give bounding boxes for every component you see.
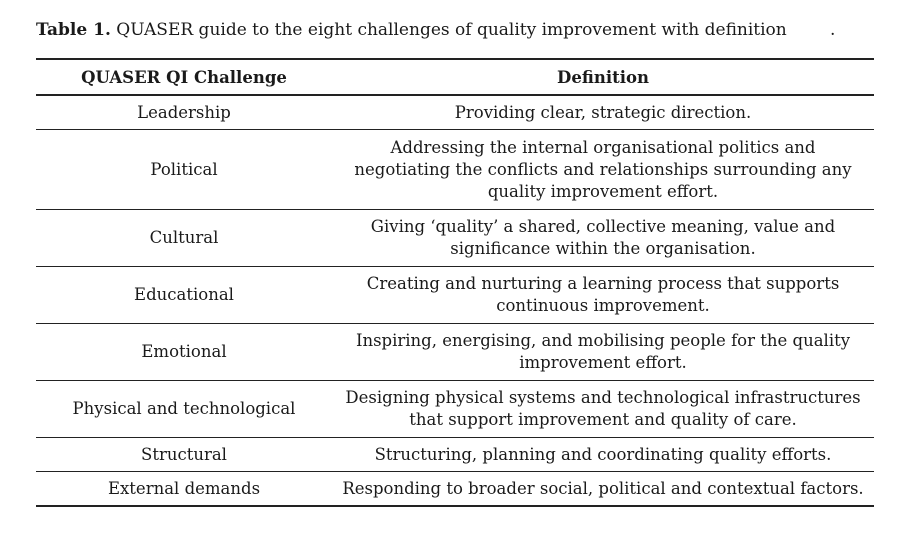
header-definition: Definition <box>557 67 649 87</box>
caption-text: QUASER guide to the eight challenges of quality improvement with definition <box>110 20 787 40</box>
definition-text: Structuring, planning and coordinating quality efforts. <box>374 444 832 464</box>
definition-text: Addressing the internal organisational politics and negotiating the conflicts and relationships surrounding any quality improvement effort. <box>354 137 852 201</box>
cell-definition <box>332 472 874 507</box>
cell-definition <box>332 438 874 472</box>
cell-challenge: Emotional <box>141 342 227 361</box>
cell-challenge: Structural <box>141 444 227 464</box>
cell-definition <box>332 95 874 130</box>
quaser-challenges-table <box>36 58 874 507</box>
table-row <box>36 381 874 438</box>
table-caption <box>36 18 886 42</box>
definition-text: Designing physical systems and technological infrastructures that support improvement and quality of care. <box>345 388 861 429</box>
table-header-row <box>36 59 874 95</box>
caption-label: Table 1. <box>36 20 111 40</box>
definition-text: Providing clear, strategic direction. <box>454 102 752 122</box>
cell-definition <box>332 267 874 324</box>
definition-text: Inspiring, energising, and mobilising people for the quality improvement effort. <box>355 331 851 372</box>
cell-challenge: Physical and technological <box>72 399 296 418</box>
table-row <box>36 438 874 472</box>
table-row <box>36 324 874 381</box>
cell-challenge: Cultural <box>149 228 219 247</box>
cell-challenge: Political <box>150 159 218 179</box>
table-row <box>36 267 874 324</box>
header-challenge: QUASER QI Challenge <box>81 67 287 87</box>
cell-definition <box>332 210 874 267</box>
caption-trailing-mark: . <box>830 20 836 40</box>
definition-text: Responding to broader social, political and contextual factors. <box>342 478 864 498</box>
cell-challenge: External demands <box>107 478 261 498</box>
definition-text: Giving ‘quality’ a shared, collective meaning, value and significance within the organisation. <box>370 217 836 258</box>
cell-definition <box>332 130 874 210</box>
cell-definition <box>332 381 874 438</box>
table-row <box>36 210 874 267</box>
cell-challenge: Educational <box>134 285 234 304</box>
cell-challenge: Leadership <box>137 102 231 122</box>
cell-definition <box>332 324 874 381</box>
table-row <box>36 130 874 210</box>
table-row <box>36 95 874 130</box>
table-row <box>36 472 874 507</box>
definition-text: Creating and nurturing a learning process that supports continuous improvement. <box>366 274 840 315</box>
